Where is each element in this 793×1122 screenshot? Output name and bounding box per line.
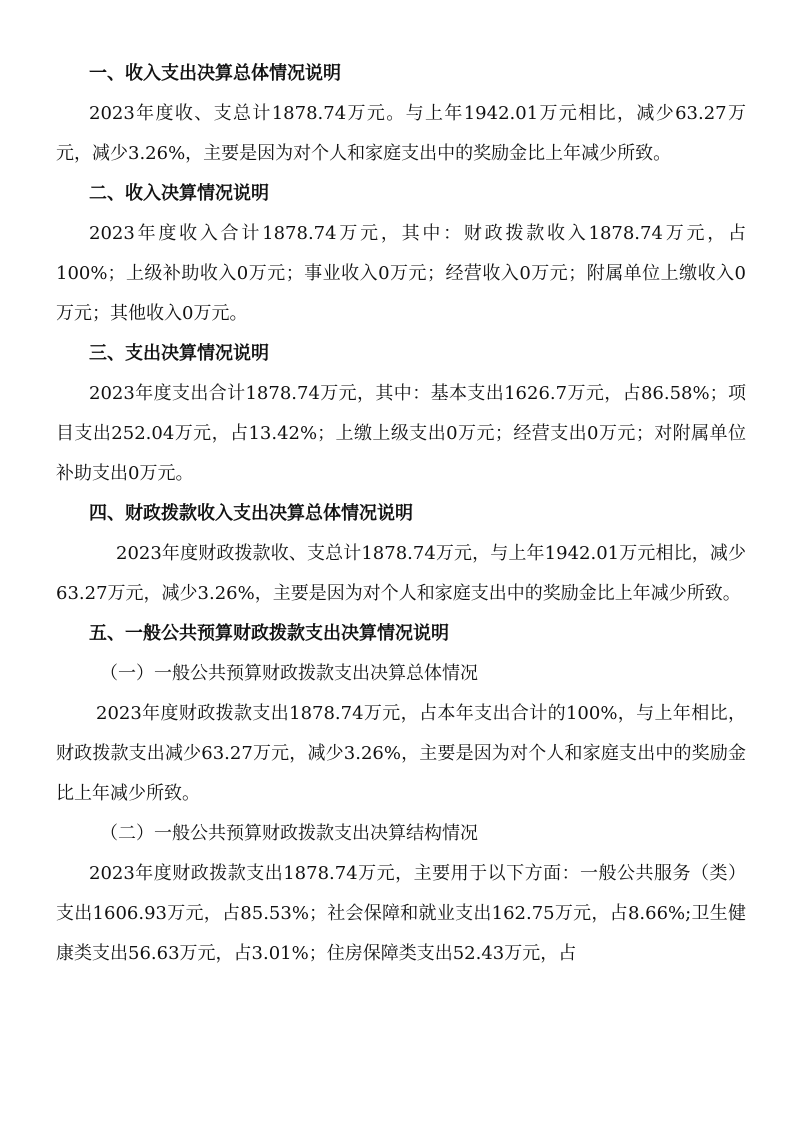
section-heading-3: 三、支出决算情况说明 [89, 343, 269, 364]
section-4-paragraph: 2023年度财政拨款收、支总计1878.74万元，与上年1942.01万元相比，减少63.27万元，减少3.26%，主要是因为对个人和家庭支出中的奖励金比上年减少所致。 [56, 543, 746, 604]
section-1-paragraph: 2023年度收、支总计1878.74万元。与上年1942.01万元相比，减少63.27万元，减少3.26%，主要是因为对个人和家庭支出中的奖励金比上年减少所致。 [56, 103, 746, 164]
section-heading-4: 四、财政拨款收入支出决算总体情况说明 [89, 503, 413, 524]
section-3-paragraph: 2023年度支出合计1878.74万元，其中：基本支出1626.7万元，占86.58%；项目支出252.04万元，占13.42%；上缴上级支出0万元；经营支出0万元；对附属单位补助支出0万元。 [56, 383, 746, 484]
section-heading-5: 五、一般公共预算财政拨款支出决算情况说明 [89, 623, 449, 644]
subsection-heading-5-1: （一）一般公共预算财政拨款支出决算总体情况 [100, 663, 478, 684]
subsection-5-2-paragraph: 2023年度财政拨款支出1878.74万元，主要用于以下方面：一般公共服务（类）支出1606.93万元，占85.53%；社会保障和就业支出162.75万元，占8.66%;卫生健康类支出56.63万元，占3.01%；住房保障类支出52.43万元，占 [56, 863, 746, 964]
section-heading-2: 二、收入决算情况说明 [89, 183, 269, 204]
subsection-heading-5-2: （二）一般公共预算财政拨款支出决算结构情况 [100, 823, 478, 844]
section-2-paragraph: 2023年度收入合计1878.74万元，其中：财政拨款收入1878.74万元，占100%；上级补助收入0万元；事业收入0万元；经营收入0万元；附属单位上缴收入0万元；其他收入0万元。 [56, 223, 746, 324]
document-page [56, 54, 746, 974]
subsection-5-1-paragraph: 2023年度财政拨款支出1878.74万元，占本年支出合计的100%，与上年相比，财政拨款支出减少63.27万元，减少3.26%，主要是因为对个人和家庭支出中的奖励金比上年减少所致。 [56, 703, 746, 804]
section-heading-1: 一、收入支出决算总体情况说明 [89, 63, 341, 84]
